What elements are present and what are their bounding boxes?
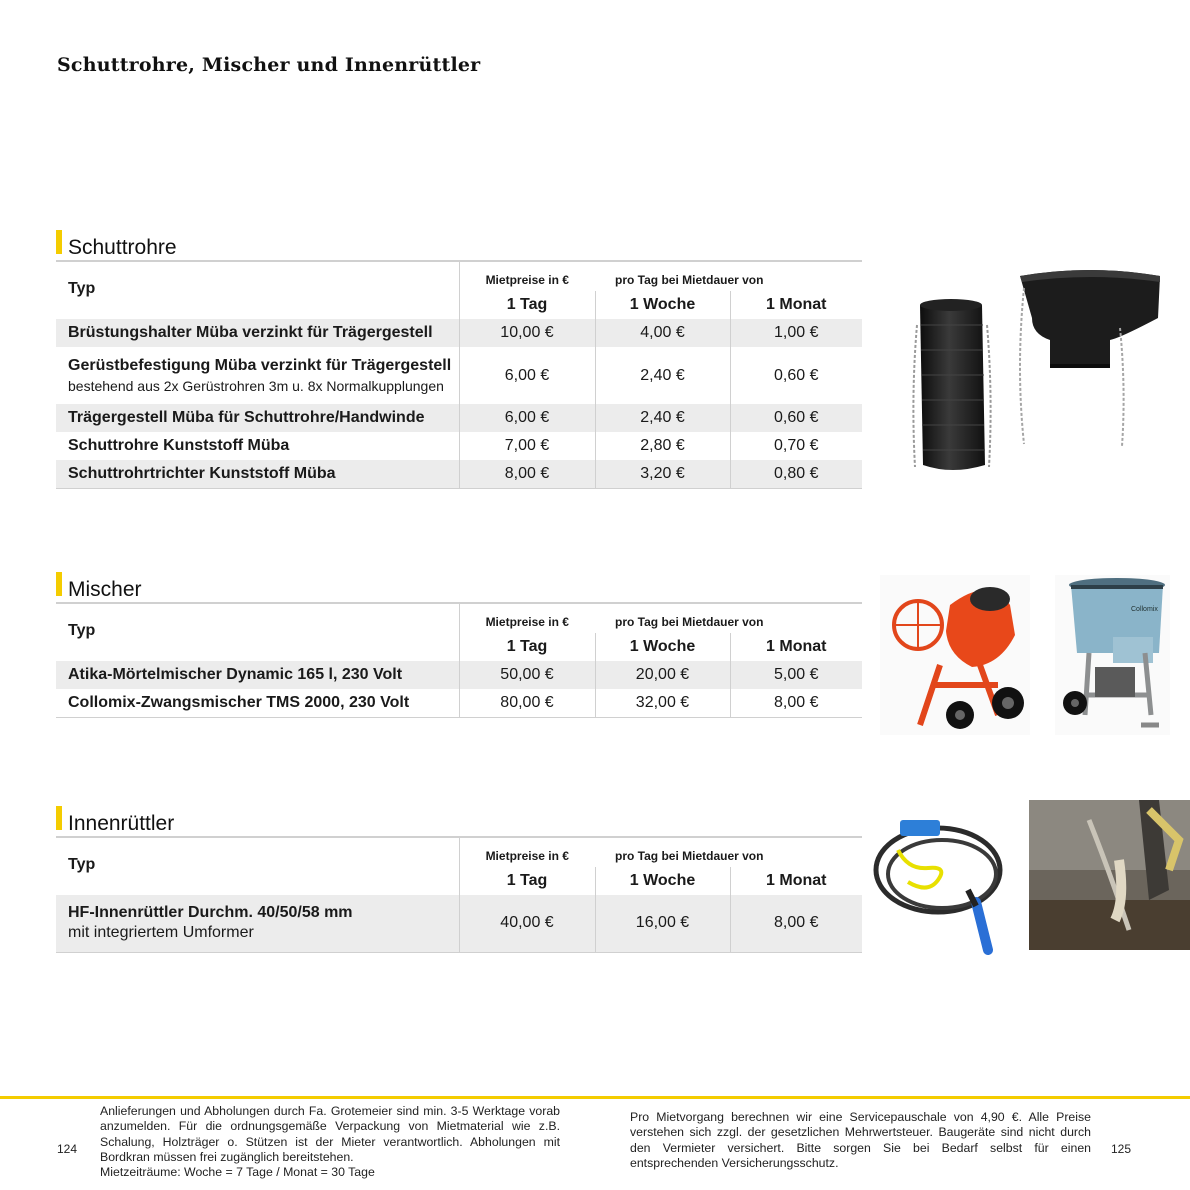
section-title: Mischer: [68, 578, 142, 601]
item-name: Gerüstbefestigung Müba verzinkt für Trägergestell: [68, 357, 452, 374]
price-day: 8,00 €: [459, 460, 595, 488]
zwangsmischer-image: [1055, 575, 1170, 735]
price-day: 50,00 €: [459, 661, 595, 689]
footer-note-left: [100, 1104, 560, 1180]
header-mietpreise: Mietpreise in €: [459, 837, 595, 867]
section-header: [56, 806, 862, 836]
section-title: Schuttrohre: [68, 236, 177, 259]
item-description: bestehend aus 2x Gerüstrohren 3m u. 8x Normalkupplungen: [68, 378, 444, 394]
table-row: [56, 661, 862, 689]
page-title: Schuttrohre, Mischer und Innenrüttler: [57, 54, 481, 76]
price-month: 8,00 €: [730, 895, 862, 952]
section-header: [56, 230, 862, 260]
column-header-week: 1 Woche: [595, 633, 730, 661]
column-header-day: 1 Tag: [459, 291, 595, 319]
page-number-left: 124: [57, 1142, 78, 1156]
price-table-mischer: [56, 602, 862, 718]
section-mischer: [56, 572, 862, 718]
price-week: 16,00 €: [595, 895, 730, 952]
header-pro-tag: pro Tag bei Mietdauer von: [595, 603, 862, 633]
price-week: 32,00 €: [595, 689, 730, 717]
footer-rule: [0, 1096, 1190, 1099]
item-name: Collomix-Zwangsmischer TMS 2000, 230 Volt: [56, 689, 459, 717]
table-row: [56, 895, 862, 952]
price-week: 2,40 €: [595, 404, 730, 432]
accent-bar: [56, 806, 62, 830]
price-week: 20,00 €: [595, 661, 730, 689]
column-header-month: 1 Monat: [766, 872, 827, 889]
price-week: 4,00 €: [595, 319, 730, 347]
item-name: HF-Innenrüttler Durchm. 40/50/58 mm: [68, 904, 353, 922]
price-day: 6,00 €: [459, 404, 595, 432]
price-day: 6,00 €: [459, 347, 595, 404]
item-name: Schuttrohrtrichter Kunststoff Müba: [56, 460, 459, 488]
price-month: 1,00 €: [730, 319, 862, 347]
price-month: 0,70 €: [774, 437, 819, 454]
price-table-schuttrohre: [56, 260, 862, 489]
table-row: [56, 460, 862, 488]
price-month: 0,80 €: [730, 460, 862, 488]
footer-note-right: Pro Mietvorgang berechnen wir eine Servicepauschale von 4,90 €. Alle Preise verstehen sich zzgl. der gesetzlichen Mehrwertsteuer. Baugeräte sind nicht durch den Vermieter versichert. Bitte sorgen Sie bei Bedarf selbst für einen entsprechenden Versicherungsschutz.: [630, 1110, 1091, 1170]
header-mietpreise: Mietpreise in €: [459, 603, 595, 633]
schuttrohrtrichter-image: [1010, 268, 1170, 448]
column-header-day: 1 Tag: [459, 633, 595, 661]
baustelle-image: [1029, 800, 1190, 950]
price-week: 3,20 €: [595, 460, 730, 488]
section-title: Innenrüttler: [68, 812, 175, 835]
header-mietpreise: Mietpreise in €: [459, 261, 595, 291]
column-header-day: 1 Tag: [459, 867, 595, 895]
column-header-typ: Typ: [56, 837, 459, 895]
accent-bar: [56, 572, 62, 596]
page-number-right: 125: [1111, 1142, 1132, 1156]
column-header-month: 1 Monat: [766, 638, 827, 655]
item-name: Schuttrohre Kunststoff Müba: [56, 432, 459, 460]
price-day: 7,00 €: [459, 432, 595, 460]
price-month: 5,00 €: [730, 661, 862, 689]
schuttrohr-image: [905, 295, 1000, 475]
section-schuttrohre: [56, 230, 862, 489]
price-day: 80,00 €: [459, 689, 595, 717]
footer-note-text: Anlieferungen und Abholungen durch Fa. Grotemeier sind min. 3-5 Werktage vorab anzumelden. Für die ordnungsgemäße Verpackung von Mietmaterial wie z.B. Schalung, Holzträger o. Stützen ist der Mieter verantwortlich. Abholungen mit Bordkran müssen frei zugänglich bereitstehen.: [100, 1104, 560, 1164]
item-description: mit integriertem Umformer: [68, 924, 254, 942]
table-row: [56, 319, 862, 347]
table-row: [56, 432, 862, 460]
column-header-typ: Typ: [56, 603, 459, 661]
header-pro-tag: pro Tag bei Mietdauer von: [595, 837, 862, 867]
column-header-week: 1 Woche: [595, 867, 730, 895]
column-header-typ: Typ: [56, 261, 459, 319]
column-header-month: 1 Monat: [766, 296, 827, 313]
table-row: [56, 347, 862, 404]
header-pro-tag: pro Tag bei Mietdauer von: [595, 261, 862, 291]
table-row: [56, 689, 862, 717]
item-name: Atika-Mörtelmischer Dynamic 165 l, 230 Volt: [56, 661, 459, 689]
table-row: [56, 404, 862, 432]
item-cell: [56, 895, 459, 952]
price-day: 40,00 €: [459, 895, 595, 952]
column-header-week: 1 Woche: [595, 291, 730, 319]
innenruettler-image: [868, 810, 1018, 955]
price-month: 8,00 €: [730, 689, 862, 717]
item-name: Brüstungshalter Müba verzinkt für Trägergestell: [56, 319, 459, 347]
price-week: 2,80 €: [595, 432, 730, 460]
item-cell: [56, 347, 459, 404]
item-name: Trägergestell Müba für Schuttrohre/Handwinde: [56, 404, 459, 432]
price-week: 2,40 €: [595, 347, 730, 404]
section-innenruettler: [56, 806, 862, 953]
price-month: 0,60 €: [730, 404, 862, 432]
svg-text:Collomix: Collomix: [1131, 606, 1158, 613]
price-day: 10,00 €: [459, 319, 595, 347]
footer-note-periods: Mietzeiträume: Woche = 7 Tage / Monat = 30 Tage: [100, 1165, 375, 1180]
accent-bar: [56, 230, 62, 254]
price-month: 0,60 €: [774, 366, 819, 384]
section-header: [56, 572, 862, 602]
betonmischer-image: [880, 575, 1030, 735]
price-table-innenruettler: [56, 836, 862, 953]
